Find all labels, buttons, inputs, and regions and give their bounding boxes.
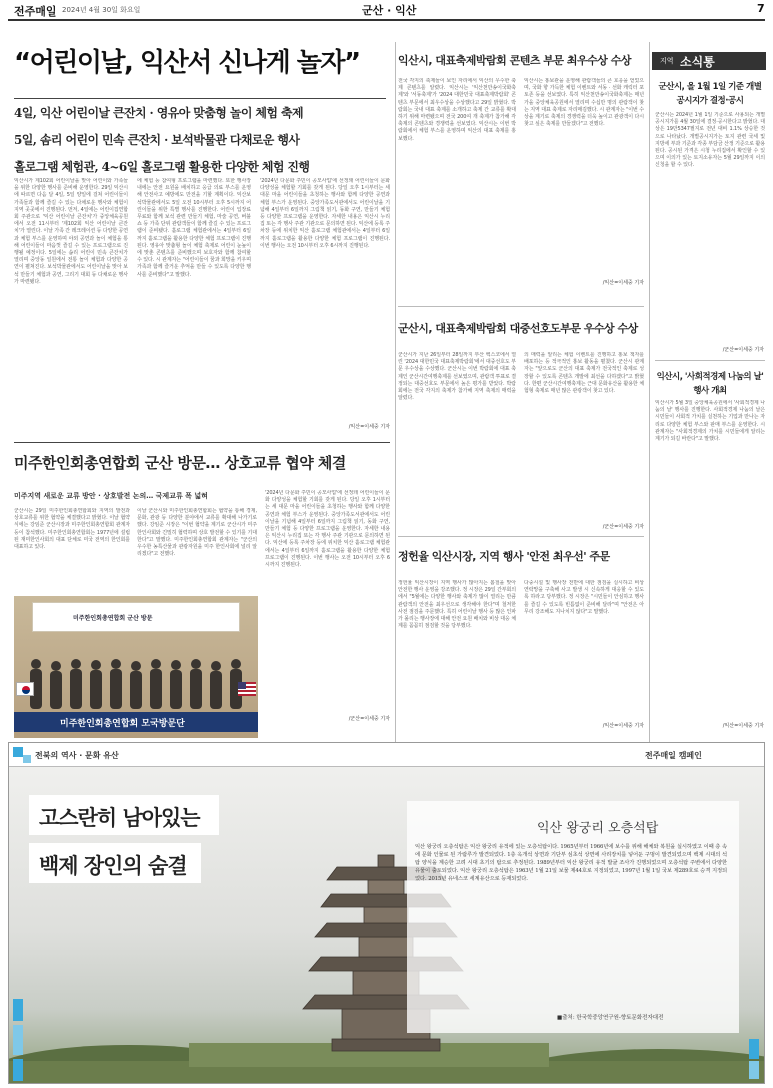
photo-banner: 미주한인회총연합회 군산 방문 xyxy=(32,602,240,632)
divider xyxy=(14,98,386,99)
festival-byline: /익산=이세중 기자 xyxy=(602,280,644,286)
main-body-col1: 익산시가 제102회 어린이날을 맞아 어린이와 가족들을 위한 다양한 행사를 준비해 운영한다. 29일 익산시에 따르면 다음 달 4일, 5일 양일에 걸쳐 어린이들이 가족들과 함께 즐길 수 있는 다채로운 행사와 체험이 지역 곳곳에서 진행된다. 먼저, 4일에는 어린이집연합회 주관으로 '익산 어린이날 큰잔치'가 중앙체육공원에서 오전 11시부터 '제102회 익산 어린이날 큰잔치'가 열린다. 이날 가족 간 레크레이션 등 다양한 공연과 체험 부스를 운영하며 야외 공연과 놀이 체험을 통해 어린이들이 마음껏 즐길 수 있는 프로그램으로 진행될 예정이다. 5일에는 솜리 어린이 민속 큰잔치가 열리며 중앙동 일원에서 전통 놀이 체험과 다양한 공연이 펼쳐진다. 보석박물관에서도 어린이날을 맞아 보석 만들기 체험과 공연, 그리기 대회 등 다채로운 행사가 마련됐다. xyxy=(14,178,128,285)
campaign-title-line2: 백제 장인의 숨결 xyxy=(39,854,187,878)
visit-byline: /군산=이세중 기자 xyxy=(348,716,390,722)
sidebar-item1-byline: /군산=이세중 기자 xyxy=(722,347,764,353)
sidebar-header xyxy=(652,52,766,70)
festival-body-col2: 익산시는 홍보관을 운영해 관람객들의 큰 호응을 얻었으며, 국화 향 가득한 체험 이벤트와 서동 · 선화 캐릭터 포토존 등을 선보였다. 특히 익산천만송이국화축제는 매년 가을 중앙체육공원에서 열리며 수십만 명의 관람객이 찾는 지역 대표 축제로 자리매김했다. 시 관계자는 "이번 수상을 계기로 축제의 경쟁력을 더욱 높이고 관광객이 다시 찾고 싶은 축제를 만들겠다"고 전했다. xyxy=(524,78,644,128)
group-photo xyxy=(14,596,258,738)
visit-body-col3: '2024년 다문화 주민이 공모사업'에 선정돼 어린이들이 문화 다양성을 체험할 기회를 갖게 된다. 당일 오후 1시부터는 세 대문 마을 어린이들을 초청하는 행사와 함께 다양한 공연과 체험 부스가 운영된다. 중앙가족도서관에서도 어린이날을 기념해 4일부터 6일까지 그림책 읽기, 동화 구연, 만들기 체험 등 다양한 프로그램을 운영한다. 자세한 내용은 익산시 누리집 또는 각 행사 주관 기관으로 문의하면 된다. 익산에 등록 주차장 등에 위치한 익산 홀로그램 체험관에서는 4일부터 6일까지 홀로그램을 활용한 다양한 체험 프로그램이 진행된다. 이번 행사는 오전 10시부터 오후 6시까지 진행된다. xyxy=(265,490,390,569)
feature-body: 익산 왕궁리 오층석탑은 익산 왕궁리 유적에 있는 오층석탑이다. 1965년부터 1966년에 보수를 위해 해체와 복원을 실시하였고 이때 층 속에 문화 인물로 된 가람루가 발견되었다. 1층 옥개석 상면과 기단부 심초석 상면에 사리장치를 넣어둔 구멍이 발견되었으며 백제 시대의 석탑 양식을 계승한 고려 시대 초기의 탑으로 추정된다. 1989년부터 익산 왕궁리 유적 발굴 조사가 진행되었으며 오층석탑 주변에서 다양한 유물이 출토되었다. 익산 왕궁리 오층석탑은 1963년 1월 21일 보물 제44호로 지정되었고, 1997년 1월 1일 국보 제289호로 승격 지정되었다. 2015년 유네스코 세계유산으로 등재되었다. xyxy=(415,844,727,882)
visit-body-col2: 이날 군산시와 미주한인회총연합회는 협약을 통해 경제, 문화, 관광 등 다양한 분야에서 교류를 확대해 나가기로 했다. 강임준 시장은 "이번 협약을 계기로 군산시가 미주 한인사회와 긴밀히 협력하며 상호 발전할 수 있기를 기대한다"고 말했다. 미주한인회총연합회 관계자는 "군산의 우수한 농특산물과 관광자원을 미주 한인사회에 널리 알리겠다"고 전했다. xyxy=(137,508,257,558)
sidebar-item2-title: 익산시, '사회적경제 나눔의 날' 행사 개최 xyxy=(656,372,764,396)
campaign-top-label: 전북의 역사 · 문화 유산 xyxy=(35,751,119,760)
subhead-1: 4일, 익산 어린이날 큰잔치 · 영유아 맞춤형 놀이 체험 축제 xyxy=(14,106,303,120)
korean-flag xyxy=(16,682,34,696)
expo-byline: /군산=이세중 기자 xyxy=(602,524,644,530)
sidebar-divider xyxy=(649,42,650,742)
feature-panel xyxy=(407,801,739,1033)
divider xyxy=(14,442,390,443)
feature-source: ■출처: 한국학중앙연구원-향토문화전자대전 xyxy=(557,1015,664,1021)
expo-body-col1: 군산시가 지난 26일부터 28일까지 부산 벡스코에서 열린 '2024 대한민국 대표축제박람회'에서 대중선호도 부문 우수상을 수상했다. 군산시는 이번 박람회에 대표 축제인 군산시간여행축제를 선보였으며, 관람객 투표로 결정되는 대중선호도 부문에서 높은 평가를 받았다. 박람회에는 전국 각지의 축제가 참가해 지역 축제의 매력을 알렸다. xyxy=(398,352,516,402)
us-flag xyxy=(238,682,256,696)
expo-body-col2: 의 매력을 알리는 체험 이벤트를 진행하고 홍보 책자를 배포하는 등 적극적인 홍보 활동을 펼쳤다. 군산시 관계자는 "앞으로도 군산의 대표 축제가 전국적인 축제로 성장할 수 있도록 콘텐츠 개발에 최선을 다하겠다"고 밝혔다. 한편 군산시간여행축제는 근대 문화유산을 활용한 체험형 축제로 매년 많은 관광객이 찾고 있다. xyxy=(524,352,644,395)
side-decoration xyxy=(13,999,29,1083)
section-name: 군산 · 익산 xyxy=(362,4,417,17)
safety-body-col2: 다중시설 및 행사장 전반에 대한 점검을 실시하고 비상 연락망을 구축해 사고 발생 시 신속하게 대응할 수 있도록 하라고 당부했다. 정 시장은 "시민들이 안심하고 행사를 즐길 수 있도록 빈틈없이 준비해 달라"며 "안전은 아무리 강조해도 지나치지 않다"고 말했다. xyxy=(524,580,644,615)
campaign-title-line1: 고스란히 남아있는 xyxy=(39,806,200,830)
sidebar-header-label: 지역 xyxy=(660,57,674,65)
sidebar-header-title: 소식통 xyxy=(680,55,715,69)
corner-decoration xyxy=(9,743,35,767)
divider xyxy=(398,306,644,307)
festival-body-col1: 전국 각지의 축제들이 보인 자리에서 익산의 우수한 축제 콘텐츠를 알렸다. 익산시는 '익산천만송이국화축제'와 '서동축제'가 '2024 대한민국 대표축제박람회' 콘텐츠 부문에서 최우수상을 수상했다고 29일 밝혔다. 박람회는 국내 대표 축제를 소개하고 축제 간 교류를 확대하기 위해 마련됐으며 전국 200여 개 축제가 참가해 각 축제의 콘텐츠와 경쟁력을 선보였다. 익산시는 이번 박람회에서 체험 부스를 운영하며 익산의 대표 축제를 홍보했다. xyxy=(398,78,516,142)
header-rule xyxy=(8,19,765,21)
issue-date: 2024년 4월 30일 화요일 xyxy=(62,6,141,14)
campaign-box xyxy=(8,742,765,1084)
main-subheads xyxy=(14,104,394,175)
safety-byline: /익산=이세중 기자 xyxy=(602,723,644,729)
right-decoration xyxy=(745,1039,763,1083)
feature-title: 익산 왕궁리 오층석탑 xyxy=(537,821,659,836)
paper-name: 전주매일 xyxy=(14,5,57,18)
people-row xyxy=(22,654,250,710)
safety-headline: 정헌율 익산시장, 지역 행사 '안전 최우선' 주문 xyxy=(398,550,610,563)
sidebar-item1-title: 군산시, 올 1월 1일 기준 개별공시지가 결정·공시 xyxy=(658,82,762,106)
expo-headline: 군산시, 대표축제박람회 대중선호도부문 우수상 수상 xyxy=(398,322,638,335)
subhead-3: 홀로그램 체험관, 4~6일 홀로그램 활용한 다양한 체험 진행 xyxy=(14,160,310,174)
festival-headline: 익산시, 대표축제박람회 콘텐츠 부문 최우수상 수상 xyxy=(398,54,631,67)
sidebar-item1-body: 군산시는 2024년 1월 1일 기준으로 사용되는 개별공시지가를 4월 30일에 결정·공시한다고 밝혔다. 대상은 19만5347필지로 전년 대비 1.1% 상승한 것으로 나타났다. 개별공시지가는 토지 관련 국세 및 지방세 부과 기준과 각종 부담금 산정 기준으로 활용된다. 공시된 가격은 시청 누리집에서 확인할 수 있으며 이의가 있는 토지소유자는 5월 29일까지 이의신청을 할 수 있다. xyxy=(655,112,765,169)
divider xyxy=(655,360,765,361)
sidebar-item2-byline: /익산=이세중 기자 xyxy=(722,723,764,729)
main-body-col2: 에 체험 등 참여형 프로그램을 마련했다. 또한 행사장 내에는 안전 요원을 배치하고 응급 의료 부스를 운영해 안전사고 예방에도 만전을 기할 계획이다. 익산보석박물관에서도 5일 오전 10시부터 오후 5시까지 어린이들을 위한 특별 행사를 진행한다. 어린이 입장료 무료와 함께 보석 관련 만들기 체험, 마술 공연, 버블쇼 등 가족 단위 관람객들이 함께 즐길 수 있는 프로그램이 준비됐다. 홀로그램 체험관에서는 4일부터 6일까지 홀로그램을 활용한 다양한 체험 프로그램이 진행된다. 영유아 맞춤형 놀이 체험 축제로 어린이 눈높이에 맞춘 콘텐츠를 준비했으며 보호자와 함께 참여할 수 있다. 시 관계자는 "어린이들이 꿈과 희망을 키우며 가족과 함께 즐거운 추억을 만들 수 있도록 다양한 행사를 준비했다"고 말했다. xyxy=(137,178,251,278)
page-number: 7 xyxy=(757,2,765,15)
main-body-col3: '2024년 다문화 주민이 공모사업'에 선정돼 어린이들이 문화 다양성을 체험할 기회를 갖게 된다. 당일 오후 1시부터는 세 대문 마을 어린이들을 초청하는 행사와 함께 다양한 공연과 체험 부스가 운영된다. 중앙가족도서관에서도 어린이날을 기념해 4일부터 6일까지 그림책 읽기, 동화 구연, 만들기 체험 등 다양한 프로그램을 운영한다. 자세한 내용은 익산시 누리집 또는 각 행사 주관 기관으로 문의하면 된다. 익산에 등록 주차장 등에 위치한 익산 홀로그램 체험관에서는 4일부터 6일까지 홀로그램을 활용한 다양한 체험 프로그램이 진행된다. 이번 행사는 오전 10시부터 오후 6시까지 진행된다. xyxy=(260,178,390,249)
main-byline: /익산=이세중 기자 xyxy=(348,424,390,430)
divider xyxy=(398,536,644,537)
visit-body-col1: 군산시는 29일 미주한인회총연합회와 지역의 발전과 상호교류를 위한 협약을 체결했다고 밝혔다. 이날 협약식에는 강임준 군산시장과 미주한인회총연합회 관계자 등이 참석했다. 미주한인회총연합회는 1977년에 설립된 재미한인사회의 대표 단체로 미국 전역의 한인회를 대표하고 있다. xyxy=(14,508,130,551)
safety-body-col1: 정헌율 익산시장이 지역 행사가 많아지는 봄철을 맞아 안전한 행사 운영을 강조했다. 정 시장은 29일 간부회의에서 "5월에는 다양한 행사와 축제가 많이 열리는 만큼 관람객의 안전을 최우선으로 생각해야 한다"며 철저한 사전 점검을 주문했다. 특히 어린이날 행사 등 많은 인파가 몰리는 행사장에 대해 안전 요원 배치와 비상 대응 체계를 꼼꼼히 점검할 것을 당부했다. xyxy=(398,580,516,630)
main-headline: “어린이날, 익산서 신나게 놀자” xyxy=(14,48,360,78)
column-divider xyxy=(395,42,396,742)
campaign-top-right: 전주매일 캠페인 xyxy=(645,751,702,760)
subhead-2: 5일, 솜리 어린이 민속 큰잔치 · 보석박물관 다채로운 행사 xyxy=(14,133,300,147)
visit-headline: 미주한인회총연합회 군산 방문… 상호교류 협약 체결 xyxy=(14,454,346,472)
sidebar-item2-body: 익산시가 5월 3일 중앙체육공원에서 '사회적경제 나눔의 날' 행사를 진행한다. 사회적경제 나눔의 날은 시민들이 사회적 가치를 실천하는 기업과 만나는 자리로 다양한 체험 부스와 판매 부스를 운영한다. 시 관계자는 "사회적경제의 가치를 시민들에게 알리는 계기가 되길 바란다"고 말했다. xyxy=(655,400,765,443)
photo-caption-bar: 미주한인회총연합회 모국방문단 xyxy=(14,712,258,732)
visit-subhead: 미주지역 새로운 교류 방안 · 상호발전 논의… 국제교류 폭 넓혀 xyxy=(14,492,208,500)
